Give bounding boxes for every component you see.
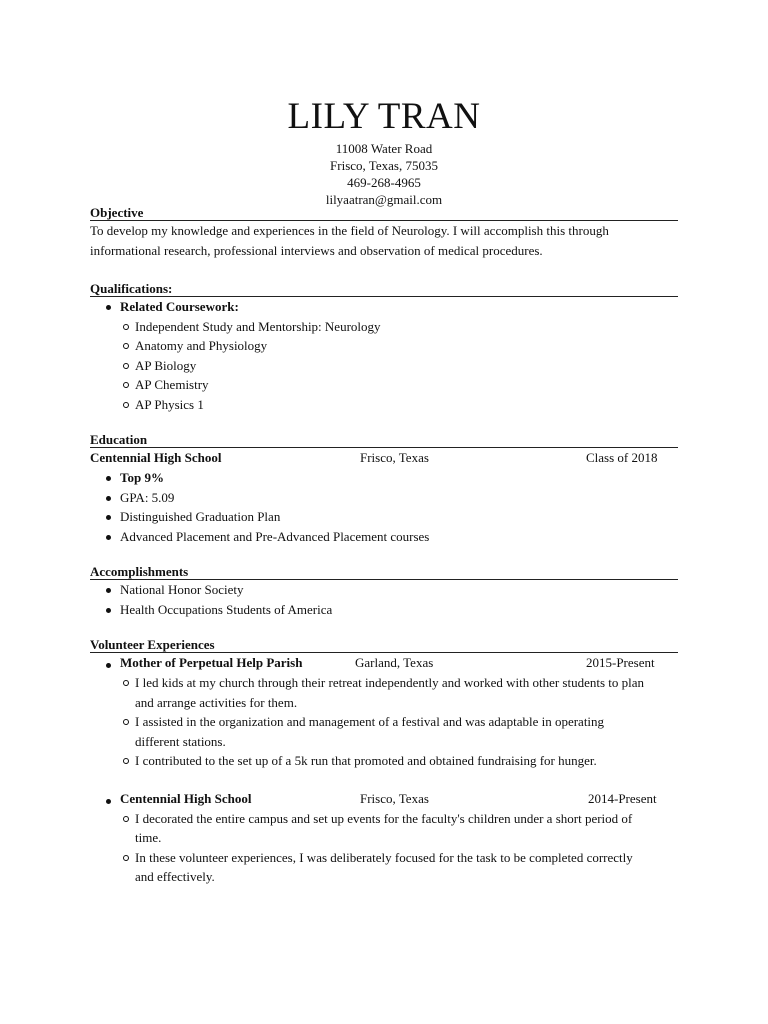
volunteer-duty [90,751,678,771]
applicant-name: LILY TRAN [287,96,481,137]
volunteer-dates: 2015-Present [586,655,655,670]
volunteer-duty [90,673,678,712]
duty-line: I contributed to the set up of a 5k run that promoted and obtained fundraising for hunger. [135,753,597,768]
volunteer-location: Frisco, Texas [360,790,429,806]
duty-line: time. [135,830,162,845]
accomplishment-item: Health Occupations Students of America [90,600,678,620]
education-entry-header [90,448,678,468]
volunteer-duty [90,712,678,751]
section-heading-volunteer: Volunteer Experiences [90,637,678,653]
education-item: GPA: 5.09 [90,488,678,508]
school-location: Frisco, Texas [360,450,429,465]
course-item: Independent Study and Mentorship: Neurology [90,317,678,337]
volunteer-location: Garland, Texas [355,655,434,670]
school-name: Centennial High School [90,450,222,465]
bullet-icon [106,663,111,668]
volunteer-entry-header [90,653,678,673]
section-heading-qualifications: Qualifications: [90,281,678,297]
volunteer-org-name: Centennial High School [120,790,252,806]
accomplishments-list [90,580,678,619]
email-address: lilyaatran@gmail.com [325,192,443,207]
course-item: AP Chemistry [90,375,678,395]
education-item: Distinguished Graduation Plan [90,507,678,527]
education-list [90,468,678,546]
volunteer-duties-list [90,809,678,887]
address-line-2: Frisco, Texas, 75035 [330,158,438,173]
qualifications-list [90,297,678,414]
volunteer-duties-list [90,673,678,771]
volunteer-org [90,791,251,806]
course-item: Anatomy and Physiology [90,336,678,356]
duty-line: I led kids at my church through their retreat independently and worked with other students to plan [135,675,645,690]
address-line-1: 11008 Water Road [335,141,433,156]
education-item: Advanced Placement and Pre-Advanced Placement courses [90,527,678,547]
duty-line: I assisted in the organization and management of a festival and was adaptable in operating [135,714,605,729]
duty-line: and effectively. [135,869,215,884]
course-item: AP Biology [90,356,678,376]
volunteer-duty [90,848,678,887]
section-heading-education: Education [90,432,678,448]
volunteer-org [90,655,302,670]
volunteer-duty [90,809,678,848]
duty-line: In these volunteer experiences, I was deliberately focused for the task to be completed correctly [135,849,633,865]
course-item: AP Physics 1 [90,395,678,415]
duty-line: I decorated the entire campus and set up events for the faculty's children under a short period of [135,810,633,826]
phone-number: 469-268-4965 [347,175,421,190]
section-heading-accomplishments: Accomplishments [90,564,678,580]
duty-line: and arrange activities for them. [135,694,298,710]
volunteer-dates: 2014-Present [588,790,657,806]
volunteer-org-name: Mother of Perpetual Help Parish [120,655,303,670]
section-heading-objective: Objective [90,205,678,221]
volunteer-entry-header [90,789,678,809]
resume-body [90,205,678,887]
objective-text-line: informational research, professional interviews and observation of medical procedures. [90,243,543,258]
resume-header [0,94,768,208]
duty-line: different stations. [135,733,226,749]
objective-text-line: To develop my knowledge and experiences in the field of Neurology. I will accomplish this through [90,223,609,238]
coursework-label: Related Coursework: [90,297,678,317]
education-item: Top 9% [90,468,678,488]
bullet-icon [106,799,111,804]
accomplishment-item: National Honor Society [90,580,678,600]
graduation-class: Class of 2018 [586,450,658,465]
